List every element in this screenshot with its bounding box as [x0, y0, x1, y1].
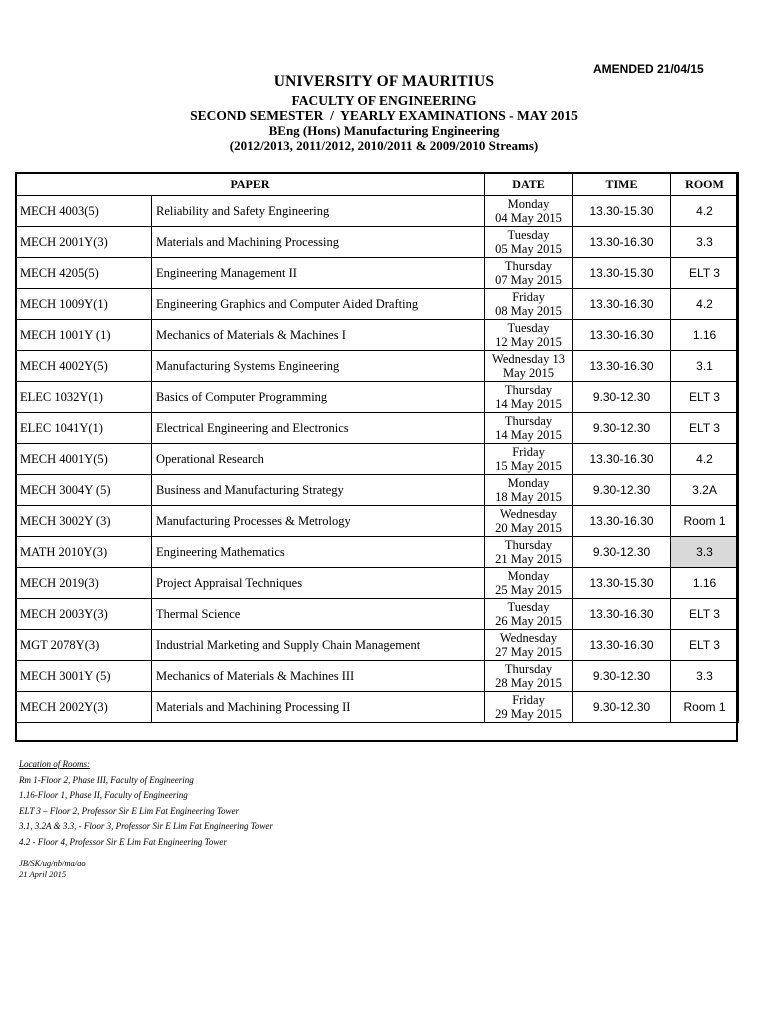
table-header-row	[16, 173, 739, 196]
exam-date-cell	[485, 630, 573, 661]
exam-day: Monday	[507, 476, 550, 490]
exam-time-cell: 9.30-12.30	[573, 382, 671, 413]
table-row	[16, 506, 739, 537]
exam-date: 04 May 2015	[495, 211, 562, 225]
exam-room-cell: 3.1	[671, 351, 739, 382]
paper-code-cell: ELEC 1041Y(1)	[16, 413, 152, 444]
exam-date: 27 May 2015	[495, 645, 562, 659]
exam-day: Tuesday	[507, 321, 550, 335]
exam-day: Thursday	[504, 662, 553, 676]
exam-room-cell: 4.2	[671, 289, 739, 320]
exam-date-cell	[485, 351, 573, 382]
table-row	[16, 289, 739, 320]
paper-title-cell: Operational Research	[152, 444, 485, 475]
paper-title-cell: Engineering Management II	[152, 258, 485, 289]
paper-title-cell: Manufacturing Processes & Metrology	[152, 506, 485, 537]
exam-room-cell: ELT 3	[671, 630, 739, 661]
table-row	[16, 692, 739, 723]
exam-date: 14 May 2015	[495, 428, 562, 442]
paper-title-cell: Mechanics of Materials & Machines III	[152, 661, 485, 692]
university-title: UNIVERSITY OF MAURITIUS	[273, 73, 495, 90]
exam-date-cell	[485, 196, 573, 227]
exam-title: SECOND SEMESTER / YEARLY EXAMINATIONS - MAY 2015	[190, 108, 578, 123]
exam-time-cell: 9.30-12.30	[573, 692, 671, 723]
exam-time-cell: 13.30-16.30	[573, 227, 671, 258]
paper-code-cell: MECH 2003Y(3)	[16, 599, 152, 630]
paper-code-cell: MECH 4001Y(5)	[16, 444, 152, 475]
exam-day: Monday	[507, 569, 550, 583]
exam-day: Monday	[507, 197, 550, 211]
exam-date: 29 May 2015	[495, 707, 562, 721]
exam-date-cell	[485, 599, 573, 630]
document-reference	[19, 858, 86, 880]
paper-code-cell: MECH 4205(5)	[16, 258, 152, 289]
table-row	[16, 444, 739, 475]
paper-code-cell: MGT 2078Y(3)	[16, 630, 152, 661]
exam-date: 21 May 2015	[495, 552, 562, 566]
room-location-line: 1.16-Floor 1, Phase II, Faculty of Engineering	[19, 790, 188, 800]
exam-room-cell: 1.16	[671, 320, 739, 351]
table-row	[16, 568, 739, 599]
paper-title-cell: Thermal Science	[152, 599, 485, 630]
table-row	[16, 537, 739, 568]
room-locations	[19, 757, 273, 850]
exam-room-cell: 1.16	[671, 568, 739, 599]
paper-code-cell: MECH 1001Y (1)	[16, 320, 152, 351]
date-column-header: DATE	[485, 173, 573, 196]
paper-code-cell: MECH 3001Y (5)	[16, 661, 152, 692]
paper-title-cell: Electrical Engineering and Electronics	[152, 413, 485, 444]
exam-room-cell: ELT 3	[671, 599, 739, 630]
exam-time-cell: 13.30-16.30	[573, 599, 671, 630]
exam-room-cell: Room 1	[671, 506, 739, 537]
exam-date: 12 May 2015	[495, 335, 562, 349]
table-row	[16, 413, 739, 444]
room-locations-title: Location of Rooms:	[19, 759, 90, 769]
exam-time-cell: 9.30-12.30	[573, 413, 671, 444]
table-row	[16, 320, 739, 351]
exam-time-cell: 13.30-15.30	[573, 196, 671, 227]
exam-time-cell: 13.30-16.30	[573, 506, 671, 537]
time-column-header: TIME	[573, 173, 671, 196]
exam-date-cell	[485, 537, 573, 568]
exam-day: Thursday	[504, 414, 553, 428]
exam-time-cell: 9.30-12.30	[573, 537, 671, 568]
exam-date: 25 May 2015	[495, 583, 562, 597]
table-row	[16, 382, 739, 413]
exam-room-cell: Room 1	[671, 692, 739, 723]
paper-title-cell: Industrial Marketing and Supply Chain Management	[152, 630, 485, 661]
paper-title-cell: Materials and Machining Processing II	[152, 692, 485, 723]
table-row	[16, 599, 739, 630]
exam-room-cell: 3.2A	[671, 475, 739, 506]
room-location-line: 4.2 - Floor 4, Professor Sir E Lim Fat Engineering Tower	[19, 836, 227, 847]
exam-time-cell: 13.30-16.30	[573, 351, 671, 382]
paper-title-cell: Business and Manufacturing Strategy	[152, 475, 485, 506]
table-row	[16, 227, 739, 258]
paper-code-cell: MECH 3004Y (5)	[16, 475, 152, 506]
faculty-title: FACULTY OF ENGINEERING	[291, 93, 477, 108]
exam-day: Thursday	[504, 383, 553, 397]
exam-date-cell	[485, 444, 573, 475]
table-row	[16, 258, 739, 289]
exam-date-cell	[485, 320, 573, 351]
paper-title-cell: Materials and Machining Processing	[152, 227, 485, 258]
exam-day: Wednesday	[499, 507, 558, 521]
paper-title-cell: Reliability and Safety Engineering	[152, 196, 485, 227]
exam-date: 15 May 2015	[495, 459, 562, 473]
paper-title-cell: Mechanics of Materials & Machines I	[152, 320, 485, 351]
exam-time-cell: 9.30-12.30	[573, 475, 671, 506]
exam-date: May 2015	[502, 366, 555, 380]
exam-timetable	[15, 172, 739, 723]
exam-time-cell: 13.30-16.30	[573, 630, 671, 661]
streams-title: (2012/2013, 2011/2012, 2010/2011 & 2009/2010 Streams)	[229, 138, 539, 153]
exam-room-cell: 4.2	[671, 196, 739, 227]
exam-date-cell	[485, 692, 573, 723]
exam-room-cell: ELT 3	[671, 413, 739, 444]
exam-room-cell: 4.2	[671, 444, 739, 475]
amended-note: AMENDED 21/04/15	[593, 62, 704, 76]
paper-column-header: PAPER	[16, 173, 485, 196]
exam-room-cell: ELT 3	[671, 382, 739, 413]
paper-code-cell: MECH 1009Y(1)	[16, 289, 152, 320]
table-row	[16, 475, 739, 506]
exam-date-cell	[485, 289, 573, 320]
table-row	[16, 630, 739, 661]
exam-time-cell: 13.30-16.30	[573, 289, 671, 320]
paper-title-cell: Engineering Graphics and Computer Aided Drafting	[152, 289, 485, 320]
exam-date-cell	[485, 258, 573, 289]
exam-date-cell	[485, 382, 573, 413]
exam-date: 05 May 2015	[495, 242, 562, 256]
exam-date: 18 May 2015	[495, 490, 562, 504]
room-location-line: ELT 3 – Floor 2, Professor Sir E Lim Fat Engineering Tower	[19, 805, 240, 816]
exam-room-cell: ELT 3	[671, 258, 739, 289]
exam-date: 28 May 2015	[495, 676, 562, 690]
exam-day: Friday	[512, 445, 545, 459]
exam-day: Friday	[512, 290, 545, 304]
paper-title-cell: Project Appraisal Techniques	[152, 568, 485, 599]
exam-date-cell	[485, 568, 573, 599]
exam-day: Friday	[512, 693, 545, 707]
exam-room-cell: 3.3	[671, 227, 739, 258]
paper-code-cell: MECH 2001Y(3)	[16, 227, 152, 258]
reference-date: 21 April 2015	[19, 869, 67, 879]
paper-title-cell: Basics of Computer Programming	[152, 382, 485, 413]
room-column-header: ROOM	[671, 173, 739, 196]
exam-date-cell	[485, 227, 573, 258]
exam-room-cell: 3.3	[671, 537, 739, 568]
table-row	[16, 661, 739, 692]
paper-title-cell: Manufacturing Systems Engineering	[152, 351, 485, 382]
exam-date-cell	[485, 475, 573, 506]
paper-code-cell: MECH 4003(5)	[16, 196, 152, 227]
room-location-line: Rm 1-Floor 2, Phase III, Faculty of Engineering	[19, 774, 194, 785]
exam-date: 14 May 2015	[495, 397, 562, 411]
exam-date: 08 May 2015	[495, 304, 562, 318]
exam-time-cell: 13.30-15.30	[573, 568, 671, 599]
exam-room-cell: 3.3	[671, 661, 739, 692]
exam-date-cell	[485, 506, 573, 537]
exam-time-cell: 13.30-16.30	[573, 444, 671, 475]
table-row	[16, 196, 739, 227]
paper-title-cell: Engineering Mathematics	[152, 537, 485, 568]
paper-code-cell: MECH 2002Y(3)	[16, 692, 152, 723]
table-row	[16, 351, 739, 382]
programme-title: BEng (Hons) Manufacturing Engineering	[268, 123, 500, 138]
room-location-line: 3.1, 3.2A & 3.3, - Floor 3, Professor Sir E Lim Fat Engineering Tower	[19, 821, 273, 831]
exam-date: 07 May 2015	[495, 273, 562, 287]
exam-day: Thursday	[504, 538, 553, 552]
exam-date: 20 May 2015	[495, 521, 562, 535]
exam-day: Tuesday	[507, 228, 550, 242]
exam-date-cell	[485, 661, 573, 692]
exam-time-cell: 13.30-16.30	[573, 320, 671, 351]
exam-day: Tuesday	[507, 600, 550, 614]
paper-code-cell: MATH 2010Y(3)	[16, 537, 152, 568]
reference-code: JB/SK/ug/nb/ma/ao	[19, 858, 86, 868]
paper-code-cell: MECH 3002Y (3)	[16, 506, 152, 537]
exam-day: Thursday	[504, 259, 553, 273]
exam-day: Wednesday 13	[492, 352, 565, 366]
exam-date: 26 May 2015	[495, 614, 562, 628]
paper-code-cell: ELEC 1032Y(1)	[16, 382, 152, 413]
exam-time-cell: 13.30-15.30	[573, 258, 671, 289]
paper-code-cell: MECH 4002Y(5)	[16, 351, 152, 382]
exam-time-cell: 9.30-12.30	[573, 661, 671, 692]
paper-code-cell: MECH 2019(3)	[16, 568, 152, 599]
exam-day: Wednesday	[499, 631, 558, 645]
exam-date-cell	[485, 413, 573, 444]
